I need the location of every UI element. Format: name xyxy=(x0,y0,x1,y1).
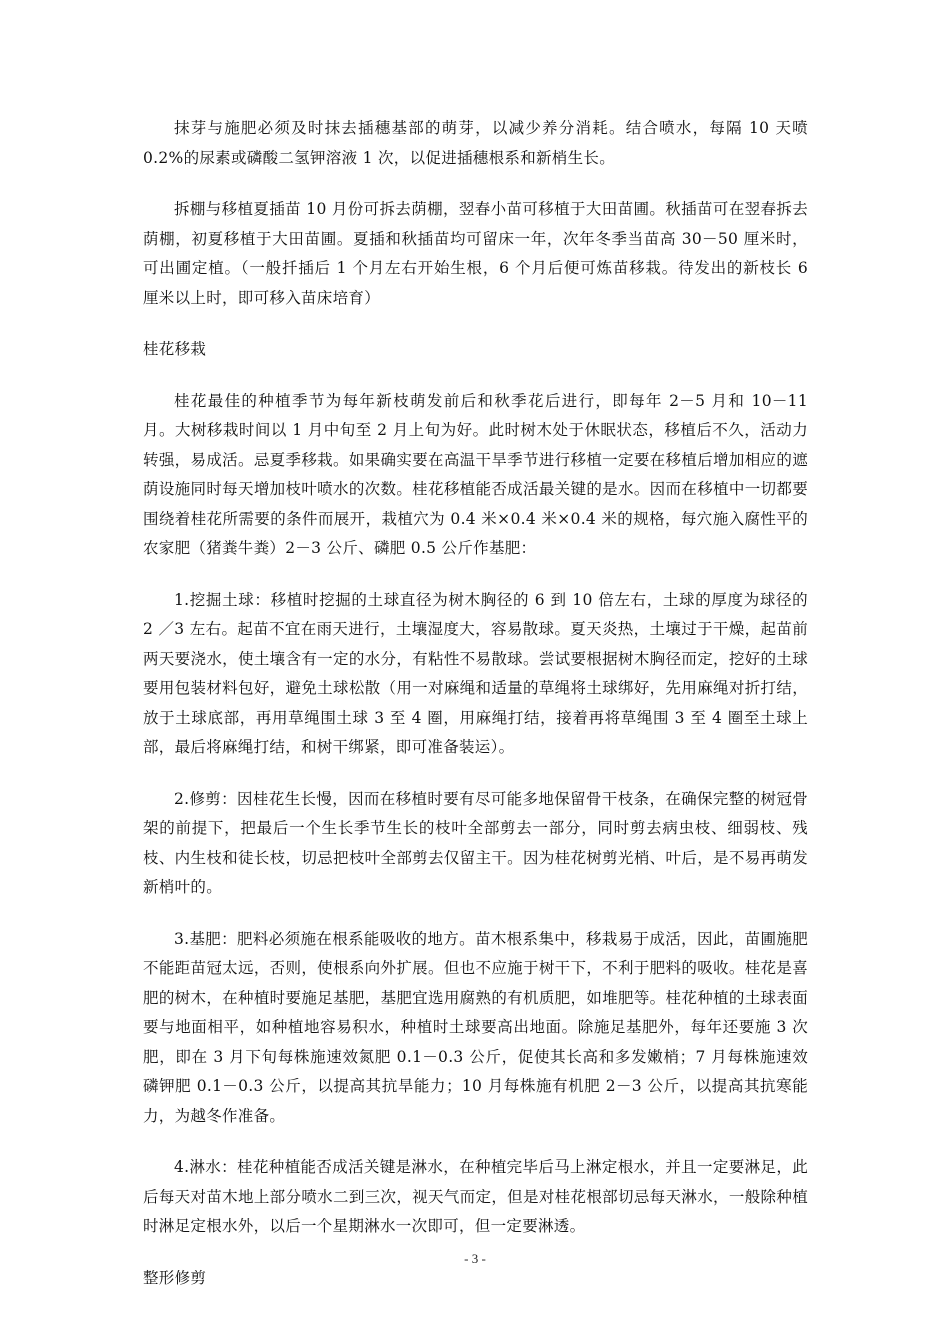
paragraph-budding-fertilizing: 抹芽与施肥必须及时抹去插穗基部的萌芽，以减少养分消耗。结合喷水，每隔 10 天喷 0.2%的尿素或磷酸二氢钾溶液 1 次，以促进插穗根系和新梢生长。 xyxy=(143,119,808,167)
section-heading-transplanting: 桂花移栽 xyxy=(143,340,207,358)
paragraph-gap xyxy=(143,173,808,195)
paragraph-planting-season: 桂花最佳的种植季节为每年新枝萌发前后和秋季花后进行，即每年 2－5 月和 10－11 月。大树移栽时间以 1 月中旬至 2 月上旬为好。此时树木处于休眠状态，移植后不久，活动力转强，易成活。忌夏季移栽。如果确实要在高温干旱季节进行移植一定要在移植后增加相应的遮荫设施同时每天增加枝叶喷水的次数。桂花移植能否成活最关键的是水。因而在移植中一切都要围绕着桂花所需要的条件而展开，栽植穴为 0.4 米×0.4 米×0.4 米的规格，每穴施入腐性平的农家肥（猪粪牛粪）2－3 公斤、磷肥 0.5 公斤作基肥： xyxy=(143,391,808,557)
paragraph-gap xyxy=(143,564,808,586)
section-heading-shaping-pruning: 整形修剪 xyxy=(143,1268,207,1287)
paragraph-gap xyxy=(143,1131,808,1153)
paragraph-dig-root-ball: 1.挖掘土球：移植时挖掘的土球直径为树木胸径的 6 到 10 倍左右，土球的厚度为球径的 2 ／3 左右。起苗不宜在雨天进行，土壤湿度大，容易散球。夏天炎热，土壤过于干燥，起苗前两天要浇水，使土壤含有一定的水分，有粘性不易散球。尝试要根据树木胸径而定，挖好的土球要用包装材料包好，避免土球松散（用一对麻绳和适量的草绳将土球绑好，先用麻绳对折打结，放于土球底部，再用草绳围土球 3 至 4 圈，用麻绳打结，接着再将草绳围 3 至 4 圈至土球上部，最后将麻绳打结，和树干绑紧，即可准备装运）。 xyxy=(143,590,808,756)
page-number: - 3 - xyxy=(464,1251,486,1266)
paragraph-base-fertilizer: 3.基肥：肥料必须施在根系能吸收的地方。苗木根系集中，移栽易于成活，因此，苗圃施肥不能距苗冠太远，否则，使根系向外扩展。但也不应施于树干下，不利于肥料的吸收。桂花是喜肥的树木，在种植时要施足基肥，基肥宜选用腐熟的有机质肥，如堆肥等。桂花种植的土球表面要与地面相平，如种植地容易积水，种植时土球要高出地面。除施足基肥外，每年还要施 3 次肥，即在 3 月下旬每株施速效氮肥 0.1－0.3 公斤，促使其长高和多发嫩梢；7 月每株施速效磷钾肥 0.1－0.3 公斤，以提高其抗旱能力；10 月每株施有机肥 2－3 公斤，以提高其抗寒能力，为越冬作准备。 xyxy=(143,929,808,1125)
paragraph-gap xyxy=(143,903,808,925)
document-body xyxy=(143,114,808,1293)
paragraph-pruning: 2.修剪：因桂花生长慢，因而在移植时要有尽可能多地保留骨干枝条，在确保完整的树冠骨架的前提下，把最后一个生长季节生长的枝叶全部剪去一部分，同时剪去病虫枝、细弱枝、残枝、内生枝和徒长枝，切忌把枝叶全部剪去仅留主干。因为桂花树剪光梢、叶后，是不易再萌发新梢叶的。 xyxy=(143,789,808,896)
paragraph-gap xyxy=(143,313,808,335)
paragraph-gap xyxy=(143,365,808,387)
paragraph-watering: 4.淋水：桂花种植能否成活关键是淋水，在种植完毕后马上淋定根水，并且一定要淋足，此后每天对苗木地上部分喷水二到三次，视天气而定，但是对桂花根部切忌每天淋水，一般除种植时淋足定根水外，以后一个星期淋水一次即可，但一定要淋透。 xyxy=(143,1158,808,1235)
paragraph-gap xyxy=(143,763,808,785)
paragraph-shade-removal-transplant: 拆棚与移植夏插苗 10 月份可拆去荫棚，翌春小苗可移植于大田苗圃。秋插苗可在翌春拆去荫棚，初夏移植于大田苗圃。夏插和秋插苗均可留床一年，次年冬季当苗高 30－50 厘米时，可出圃定植。（一般扦插后 1 个月左右开始生根，6 个月后便可炼苗移栽。待发出的新枝长 6 厘米以上时，即可移入苗床培育） xyxy=(143,200,808,307)
